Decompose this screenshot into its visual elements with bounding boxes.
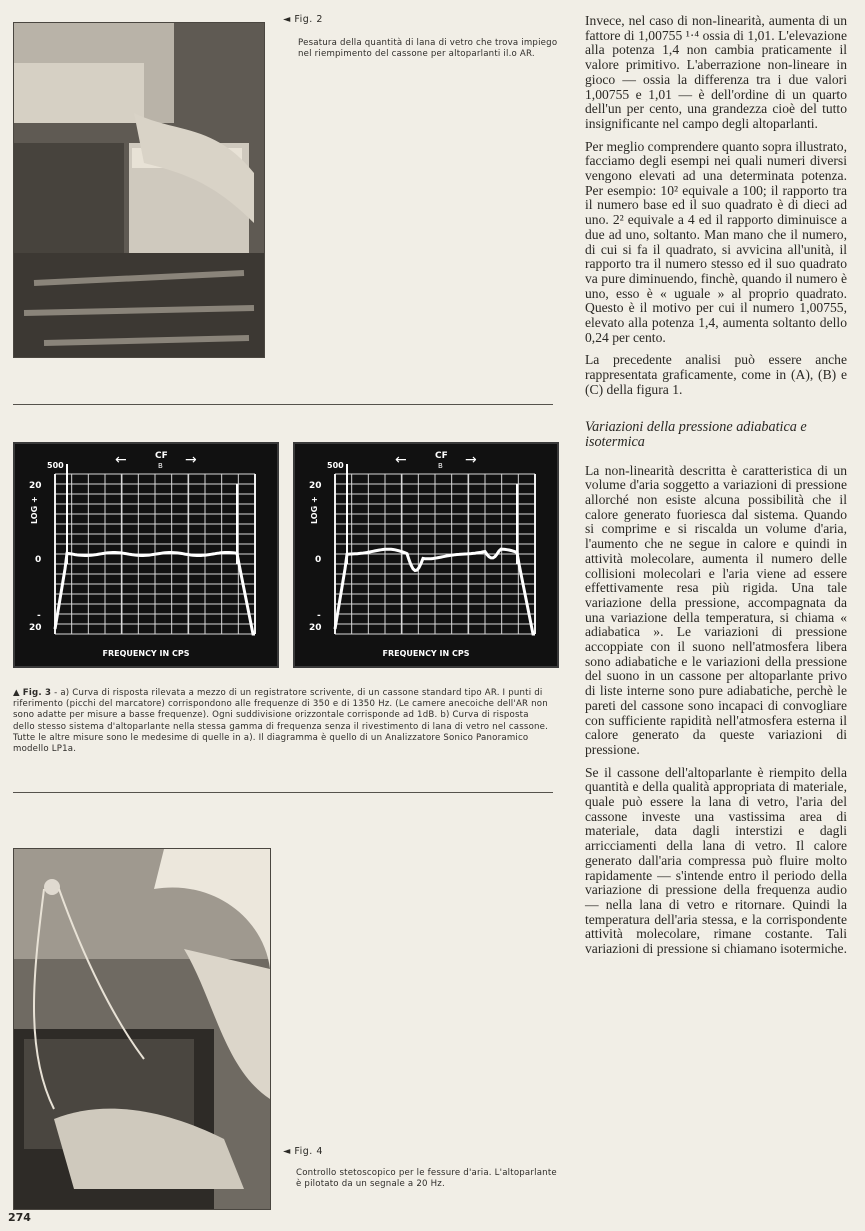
page-number: 274 <box>8 1211 31 1224</box>
fig2-label <box>283 14 323 25</box>
cf-sub-label: B <box>438 462 443 470</box>
fig4-label-text: Fig. 4 <box>294 1146 323 1157</box>
x-axis-label: FREQUENCY IN CPS <box>382 649 470 658</box>
arrow-left-icon: ◄ <box>283 1146 291 1157</box>
fig2-photo <box>13 22 265 358</box>
fig3-scope-a <box>13 442 279 668</box>
y-mid-label: 0 <box>315 555 322 565</box>
marker-top-label: 500 <box>47 461 64 470</box>
y-side-label: LOG + <box>310 496 319 524</box>
x-axis-label: FREQUENCY IN CPS <box>102 649 190 658</box>
section-heading: Variazioni della pressione adiabatica e isotermica <box>585 418 807 450</box>
paragraph-4: La non-linearità descritta è caratteristica di un volume d'aria soggetto a variazioni di pressione allorché non esiste alcuna possibilità che il calore generato fuoriesca dal sistema. Quando si comprime e si riscalda un volume d'aria, l'aumento che ne segue in calore e quindi in attività molecolare, aumenta il numero delle collisioni molecolari e l'aria viene ad essere effettivamente resa più rigida. Una tale variazione della pressione, accompagnata da una variazione della temperatura, si chiama « adiabatica ». Le variazioni di pressione accoppiate con il suono nell'atmosfera libera sono adiabatiche e le variazioni della pressione del suono in un cassone per altoparlante privo di liste interne sono pure adiabatiche, perchè le pareti del cassone sono incapaci di convogliare con sufficiente rapidità nell'atmosfera esterna il calore generato da queste variazioni di pressione. <box>585 462 847 757</box>
fig2-caption: Pesatura della quantità di lana di vetro che trova impiego nel riempimento del cassone per altoparlanti il.o AR. <box>298 38 558 60</box>
paragraph-2: Per meglio comprendere quanto sopra illustrato, facciamo degli esempi nei quali numeri diversi vengono elevati ad una determinata potenza. Per esempio: 10² equivale a 100; il rapporto tra il numero base ed il suo quadrato è di dieci ad uno. 2² equivale a 4 ed il rapporto diminuisce a due ad uno, soltanto. Man mano che il numero, di cui si fa il quadrato, si avvicina all'unità, il rapporto tra il numero stesso ed il suo quadrato va pure diminuendo, finchè, quando il numero è uno, esso è « uguale » al proprio quadrato. Questo è il motivo per cui il numero 1,00755, elevato alla potenza 1,4, aumenta soltanto dello 0,24 per cento. <box>585 138 847 345</box>
arrow-left-icon: ◄ <box>283 14 291 25</box>
y-top-label: 20 <box>29 481 42 491</box>
y-bottom-label: 20 <box>309 623 322 633</box>
y-side-minus-label: - <box>317 611 321 621</box>
fig4-caption: Controllo stetoscopico per le fessure d'aria. L'altoparlante è pilotato da un segnale a 20 Hz. <box>296 1168 557 1190</box>
y-bottom-label: 20 <box>29 623 42 633</box>
fig2-label-text: Fig. 2 <box>294 14 323 25</box>
cf-sub-label: B <box>158 462 163 470</box>
scope-a-drawing <box>15 444 277 666</box>
arrow-up-icon: ▲ <box>13 688 20 698</box>
body-column <box>585 14 847 965</box>
fig3-label-text: Fig. 3 <box>22 688 52 698</box>
fig3-caption <box>13 688 553 755</box>
divider-top <box>13 404 553 405</box>
scope-b-drawing <box>295 444 557 666</box>
fig4-photo <box>13 848 271 1210</box>
arrow-right-icon: → <box>185 452 197 468</box>
fig4-photo-drawing <box>14 849 270 1209</box>
divider-bottom <box>13 792 553 793</box>
cf-label: CF <box>155 451 168 461</box>
fig4-label <box>283 1146 323 1157</box>
cf-label: CF <box>435 451 448 461</box>
paragraph-3: La precedente analisi può essere anche rappresentata graficamente, come in (A), (B) e (C) della figura 1. <box>585 352 847 397</box>
y-top-label: 20 <box>309 481 322 491</box>
y-side-label: LOG + <box>30 496 39 524</box>
fig3-scope-b <box>293 442 559 668</box>
paragraph-1: Invece, nel caso di non-linearità, aumenta di un fattore di 1,00755 ¹·⁴ ossia di 1,01. L'elevazione alla potenza 1,4 non cambia praticamente il valore primitivo. L'aberrazione non-lineare in gioco — ossia la differenza tra i due valori 1,00755 e 1,01 — è dell'ordine di un quarto dell'un per cento, una grandezza cioè del tutto insignificante nel campo degli altoparlanti. <box>585 13 847 131</box>
fig3-caption-text: - a) Curva di risposta rilevata a mezzo di un registratore scrivente, di un cassone standard tipo AR. I punti di riferimento (picchi del marcatore) corrispondono alle frequenze di 350 e di 1350 Hz. (Le camere anecoiche dell'AR non sono adatte per misure a basse frequenze). Ogni suddivisione orizzontale corrisponde ad 1dB. b) Curva di risposta dello stesso sistema d'altoparlante nella stessa gamma di frequenza senza il rivestimento di lana di vetro nel cassone. Tutte le altre misure sono le medesime di quelle in a). Il diagramma è quello di un Analizzatore Sonico Panoramico modello LP1a. <box>13 688 549 755</box>
marker-top-label: 500 <box>327 461 344 470</box>
y-side-minus-label: - <box>37 611 41 621</box>
y-mid-label: 0 <box>35 555 42 565</box>
arrow-left-icon: ← <box>395 452 407 468</box>
paragraph-5: Se il cassone dell'altoparlante è riempito della quantità e della qualità appropriata di materiale, quale può essere la lana di vetro, l'aria del cassone investe una vastissima area di materiale, data dagli interstizi e dagli arricciamenti della lana di vetro. Il calore generato dall'aria compressa può fluire molto rapidamente — s'intende entro il periodo della variazione di pressione della frequenza audio — nella lana di vetro e ritornare. Quindi la temperatura dell'aria stessa, e la corrispondente attività molecolare, rimane costante. Tali variazioni di pressione si chiamano isotermiche. <box>585 764 847 957</box>
fig2-photo-drawing <box>14 23 264 357</box>
arrow-left-icon: ← <box>115 452 127 468</box>
arrow-right-icon: → <box>465 452 477 468</box>
